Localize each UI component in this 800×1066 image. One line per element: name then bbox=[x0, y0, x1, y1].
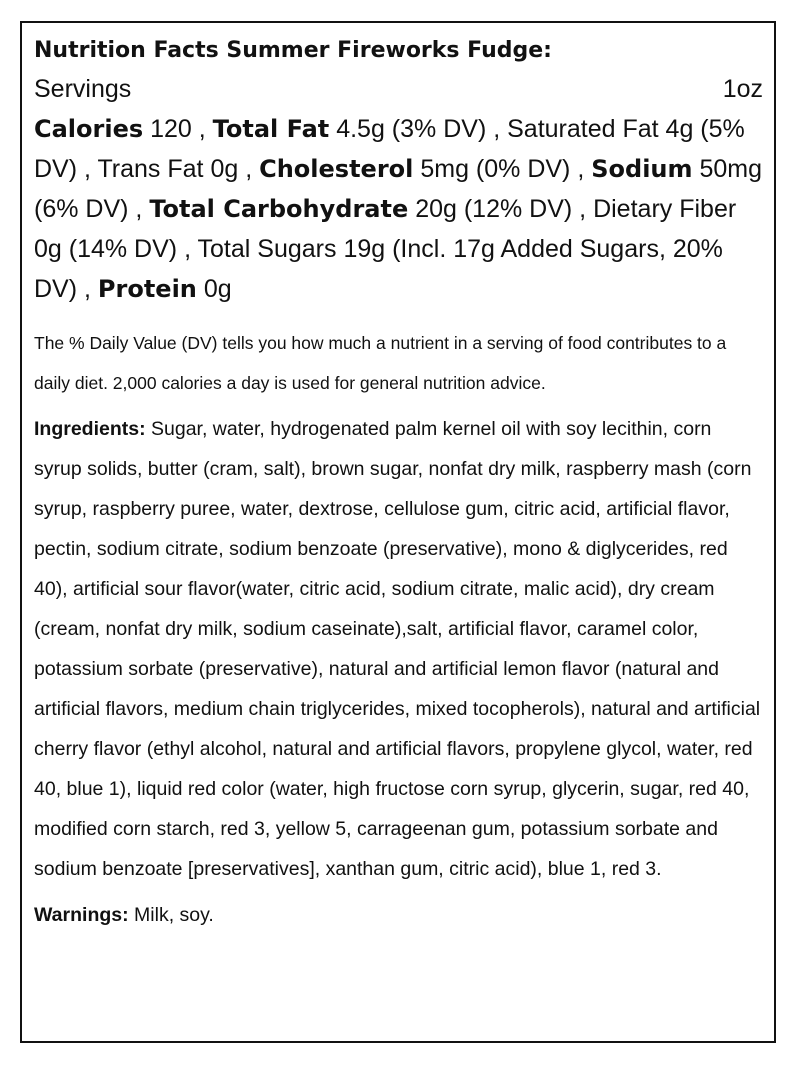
warnings-text: Milk, soy. bbox=[134, 904, 214, 926]
nutrient-list: Calories 120 , Total Fat 4.5g (3% DV) , Saturated Fat 4g (5% DV) , Trans Fat 0g , Cholesterol 5mg (0% DV) , Sodium 50mg (6% DV) , Total Carbohydrate 20g (12% DV) , Dietary Fiber 0g (14% DV) , Total Sugars 19g (Incl. 17g Added Sugars, 20% DV) , Protein 0g bbox=[34, 115, 763, 303]
ingredients-label: Ingredients: bbox=[34, 418, 146, 440]
label-title: Nutrition Facts Summer Fireworks Fudge: bbox=[34, 38, 552, 63]
nutrient-value-calories: 120 bbox=[150, 115, 192, 143]
warnings-label: Warnings: bbox=[34, 904, 129, 926]
nutrient-value-total-carbohydrate: 20g (12% DV) bbox=[415, 195, 573, 223]
ingredients-section bbox=[34, 409, 763, 889]
nutrient-value-total-fat: 4.5g (3% DV) bbox=[336, 115, 487, 143]
nutrient-name-calories: Calories bbox=[34, 115, 144, 143]
nutrient-value-sodium: 50mg (6% DV) bbox=[34, 155, 763, 223]
nutrient-value-trans-fat: 0g bbox=[210, 155, 239, 183]
warnings-section bbox=[34, 895, 763, 935]
nutrient-name-cholesterol: Cholesterol bbox=[259, 155, 414, 183]
nutrition-label bbox=[20, 21, 776, 1043]
daily-value-note: The % Daily Value (DV) tells you how much a nutrient in a serving of food contributes to a daily diet. 2,000 calories a day is used for general nutrition advice. bbox=[34, 333, 727, 393]
servings-value: 1oz bbox=[722, 75, 763, 103]
servings-label: Servings bbox=[34, 75, 132, 103]
nutrient-value-saturated-fat: 4g (5% DV) bbox=[34, 115, 745, 183]
nutrient-name-trans-fat: Trans Fat bbox=[97, 155, 204, 183]
nutrient-value-dietary-fiber: 0g (14% DV) bbox=[34, 235, 178, 263]
nutrient-name-total-sugars: Total Sugars bbox=[197, 235, 337, 263]
nutrient-name-protein: Protein bbox=[97, 275, 197, 303]
nutrient-name-total-fat: Total Fat bbox=[212, 115, 330, 143]
ingredients-text: Sugar, water, hydrogenated palm kernel oil with soy lecithin, corn syrup solids, butter (cram, salt), brown sugar, nonfat dry milk, raspberry mash (corn syrup, raspberry puree, water, dextrose, cellulose gum, citric acid, artificial flavor, pectin, sodium citrate, sodium benzoate (preservative), mono & diglycerides, red 40), artificial sour flavor(water, citric acid, sodium citrate, malic acid), dry cream (cream, nonfat dry milk, sodium caseinate),salt, artificial flavor, caramel color, potassium sorbate (preservative), natural and artificial lemon flavor (natural and artificial flavors, medium chain triglycerides, mixed tocopherols), natural and artificial cherry flavor (ethyl alcohol, natural and artificial flavors, propylene glycol, water, red 40, blue 1), liquid red color (water, high fructose corn syrup, glycerin, sugar, red 40, modified corn starch, red 3, yellow 5, carrageenan gum, potassium sorbate and sodium benzoate [preservatives], xanthan gum, citric acid), blue 1, red 3. bbox=[34, 418, 761, 880]
servings-row bbox=[34, 69, 763, 109]
nutrient-name-saturated-fat: Saturated Fat bbox=[507, 115, 659, 143]
nutrient-value-total-sugars: 19g (Incl. 17g Added Sugars, 20% DV) bbox=[34, 235, 723, 303]
nutrient-value-protein: 0g bbox=[203, 275, 232, 303]
nutrient-value-cholesterol: 5mg (0% DV) bbox=[420, 155, 571, 183]
nutrient-name-dietary-fiber: Dietary Fiber bbox=[593, 195, 737, 223]
nutrient-name-total-carbohydrate: Total Carbohydrate bbox=[149, 195, 409, 223]
nutrient-name-sodium: Sodium bbox=[591, 155, 693, 183]
